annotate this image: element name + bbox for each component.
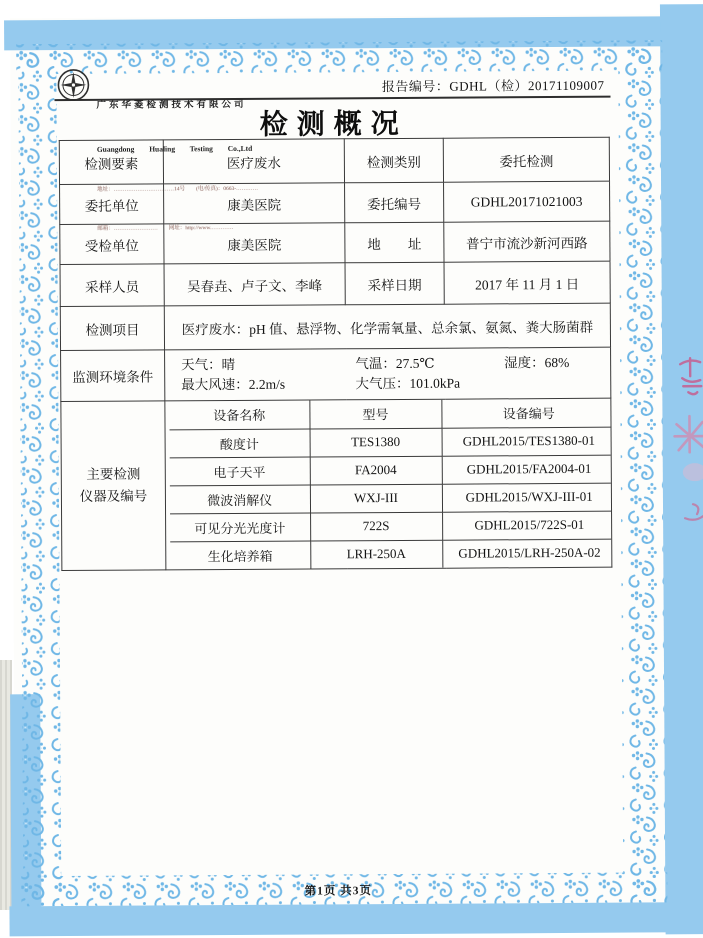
equip-name-cell: 生化培养箱 (170, 541, 310, 570)
temperature-value: 气温：27.5℃ (355, 355, 435, 372)
equipment-label (61, 401, 166, 571)
address-value: 普宁市流沙新河西路 (444, 221, 610, 262)
equipment-header-row (169, 399, 612, 430)
address-label: 地 址 (345, 222, 444, 263)
test-type-value: 委托检测 (443, 137, 609, 182)
equipment-row (170, 511, 612, 542)
equip-model-cell: LRH-250A (310, 540, 442, 569)
equip-code-cell: GDHL2015/TES1380-01 (442, 427, 612, 456)
env-conditions-grid (169, 353, 606, 396)
test-items-value: 医疗废水：pH 值、悬浮物、化学需氧量、总余氯、氨氮、粪大肠菌群 (164, 303, 610, 350)
client-unit-value: 康美医院 (164, 183, 345, 224)
equipment-row (170, 539, 612, 570)
margin-handwriting (658, 354, 703, 544)
equipment-row (170, 483, 612, 514)
test-factor-value: 医疗废水 (163, 139, 344, 184)
env-col-temp (355, 353, 504, 394)
test-type-label: 检测类别 (344, 138, 443, 183)
test-items-label: 检测项目 (60, 306, 164, 351)
equip-model-cell: 722S (310, 512, 442, 541)
page-title: 检测概况 (259, 108, 408, 141)
equip-header-code: 设备编号 (441, 399, 612, 428)
table-row (61, 398, 612, 570)
sampling-date-label: 采样日期 (345, 262, 444, 305)
equip-name-cell: 酸度计 (170, 429, 310, 458)
equipment-row (170, 427, 612, 458)
weather-value: 天气：晴 (181, 356, 236, 373)
equipment-label-line2: 仪器及编号 (79, 488, 148, 504)
table-row (60, 303, 610, 350)
table-row (60, 221, 610, 264)
equipment-label-line1: 主要检测 (86, 466, 141, 482)
report-number-value: GDHL（检）20171109007 (449, 77, 605, 94)
report-number-line (382, 75, 605, 95)
company-name-en: Guangdong Hualing Testing Co.,Ltd (96, 143, 253, 154)
company-name-cn: 广东华菱检测技术有限公司 (96, 99, 247, 111)
page-content (10, 14, 703, 930)
report-number-label: 报告编号： (381, 78, 450, 95)
company-contact-line2: 邮箱：…………………… 网址：http://www.………… (97, 224, 234, 232)
equip-header-model: 型号 (309, 400, 441, 429)
equip-code-cell: GDHL2015/FA2004-01 (442, 455, 612, 484)
table-row (60, 181, 610, 224)
env-col-humidity (504, 353, 606, 394)
equip-header-name: 设备名称 (169, 401, 309, 430)
humidity-value: 湿度：68% (504, 354, 570, 371)
env-col-weather (181, 354, 355, 395)
equip-model-cell: TES1380 (310, 428, 442, 457)
sampler-label: 采样人员 (60, 264, 164, 307)
table-row (59, 137, 609, 184)
inspected-unit-label: 受检单位 (60, 224, 164, 265)
inspected-unit-value: 康美医院 (164, 223, 345, 264)
sampling-date-value: 2017 年 11 月 1 日 (444, 261, 610, 304)
equip-code-cell: GDHL2015/722S-01 (442, 511, 612, 540)
wind-speed-value: 最大风速：2.2m/s (181, 376, 286, 393)
table-row (61, 347, 611, 401)
overview-table (59, 137, 613, 571)
equip-name-cell: 可见分光光度计 (170, 513, 310, 542)
env-conditions-label: 监测环境条件 (61, 350, 165, 402)
equipment-table-cell (165, 398, 612, 570)
document-sheet (10, 14, 703, 930)
air-pressure-value: 大气压：101.0kPa (355, 375, 461, 392)
env-conditions-cell (165, 347, 611, 401)
equip-name-cell: 微波消解仪 (170, 485, 310, 514)
company-logo-icon (56, 68, 90, 102)
commission-no-value: GDHL20171021003 (444, 181, 610, 222)
sampler-value: 吴春垚、卢子文、李峰 (164, 263, 345, 306)
commission-no-label: 委托编号 (345, 182, 444, 223)
equip-name-cell: 电子天平 (170, 457, 310, 486)
equip-model-cell: FA2004 (310, 456, 442, 485)
equip-model-cell: WXJ-III (310, 484, 442, 513)
equip-code-cell: GDHL2015/LRH-250A-02 (442, 539, 612, 568)
equipment-row (170, 455, 612, 486)
equipment-table (169, 399, 612, 570)
page-number: 第1页 共3页 (304, 885, 373, 898)
client-unit-label: 委托单位 (60, 184, 164, 225)
table-row (60, 261, 610, 306)
test-factor-label: 检测要素 (59, 140, 163, 185)
equip-code-cell: GDHL2015/WXJ-III-01 (442, 483, 612, 512)
company-contact-line1: 地址：……………………………14号 (电/传真)：0663-………… (97, 185, 259, 193)
